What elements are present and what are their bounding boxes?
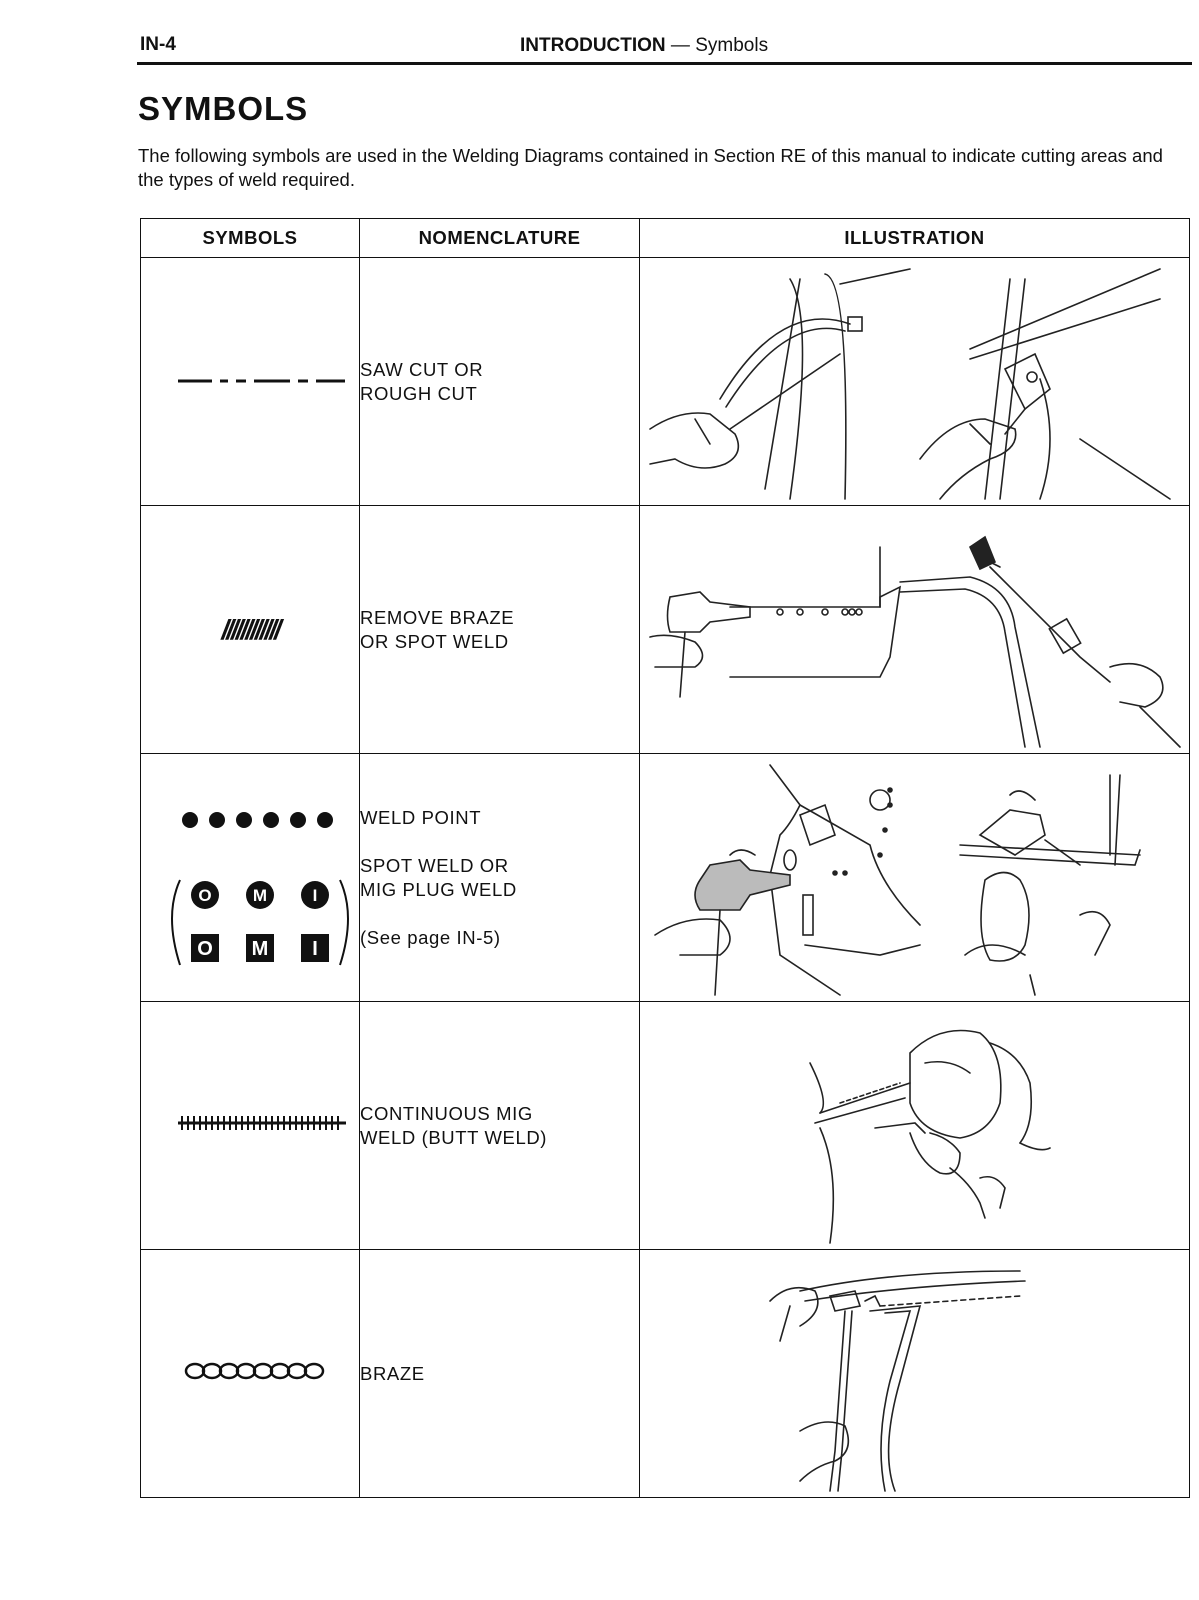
illustration-cell: [640, 258, 1190, 506]
symbol-letter-o: O: [197, 938, 213, 960]
dash-dot-line-icon: [150, 359, 350, 399]
symbol-letter-m: M: [251, 938, 269, 960]
table-row: [141, 1002, 1190, 1250]
mig-plug-square-symbols: [191, 934, 329, 962]
braze-chain-icon: [150, 1351, 350, 1391]
illustration-cell: [640, 1250, 1190, 1498]
nomenclature-line: CONTINUOUS MIG: [360, 1102, 533, 1124]
header-illustration: ILLUSTRATION: [640, 219, 1190, 258]
nomenclature-line: WELD POINT: [360, 806, 482, 828]
symbol-saw-cut: [141, 258, 360, 506]
table-row: [141, 258, 1190, 506]
intro-paragraph: The following symbols are used in the Welding Diagrams contained in Section RE of this manual to indicate cutting areas and the types of weld required.: [138, 145, 1163, 190]
symbol-weld-point: [141, 754, 360, 1002]
nomenclature-line: OR SPOT WELD: [360, 630, 509, 652]
mig-plug-circle-symbols: [191, 881, 329, 909]
nomenclature-line: WELD (BUTT WELD): [360, 1126, 548, 1148]
table-header-row: [141, 219, 1190, 258]
spot-weld-illustration: [640, 755, 1191, 1000]
nomenclature-cell: [360, 506, 640, 754]
table-row: [141, 754, 1190, 1002]
nomenclature-cell: [360, 754, 640, 1002]
remove-braze-illustration: [640, 507, 1191, 752]
weld-point-symbols: [150, 765, 350, 985]
header-section: INTRODUCTION: [520, 35, 666, 56]
page-title: SYMBOLS: [138, 90, 309, 127]
nomenclature-gap: [360, 902, 639, 926]
symbols-table: [140, 218, 1190, 1498]
table-row: [141, 1250, 1190, 1498]
header-symbols: SYMBOLS: [141, 219, 360, 258]
nomenclature-line: SPOT WELD OR: [360, 854, 509, 876]
symbol-braze: [141, 1250, 360, 1498]
nomenclature-gap: [360, 830, 639, 854]
nomenclature-line: SAW CUT OR: [360, 358, 484, 380]
nomenclature-cell: [360, 1002, 640, 1250]
slash-hatch-icon: ////////////: [221, 613, 279, 645]
nomenclature-line: (See page IN-5): [360, 926, 501, 948]
illustration-cell: [640, 506, 1190, 754]
header-subsection: Symbols: [695, 35, 769, 56]
symbol-remove-braze: [141, 506, 360, 754]
symbol-letter-i: I: [312, 938, 318, 960]
nomenclature-line: BRAZE: [360, 1362, 425, 1384]
symbol-letter-o: O: [198, 886, 212, 905]
continuous-weld-icon: [150, 1103, 350, 1143]
running-header: [520, 35, 768, 57]
symbol-letter-i: I: [312, 886, 318, 905]
nomenclature-line: ROUGH CUT: [360, 382, 478, 404]
braze-illustration: [640, 1251, 1191, 1496]
illustration-cell: [640, 754, 1190, 1002]
illustration-cell: [640, 1002, 1190, 1250]
nomenclature-line: REMOVE BRAZE: [360, 606, 515, 628]
header-separator: —: [665, 35, 696, 56]
symbol-continuous-mig: [141, 1002, 360, 1250]
nomenclature-line: MIG PLUG WELD: [360, 878, 517, 900]
nomenclature-cell: [360, 258, 640, 506]
header-rule: [137, 62, 1192, 65]
header-nomenclature: NOMENCLATURE: [360, 219, 640, 258]
saw-cut-illustration: [640, 259, 1191, 504]
table-row: [141, 506, 1190, 754]
continuous-weld-illustration: [640, 1003, 1191, 1248]
symbol-letter-m: M: [252, 886, 268, 905]
page-number: IN-4: [140, 34, 176, 55]
nomenclature-cell: [360, 1250, 640, 1498]
